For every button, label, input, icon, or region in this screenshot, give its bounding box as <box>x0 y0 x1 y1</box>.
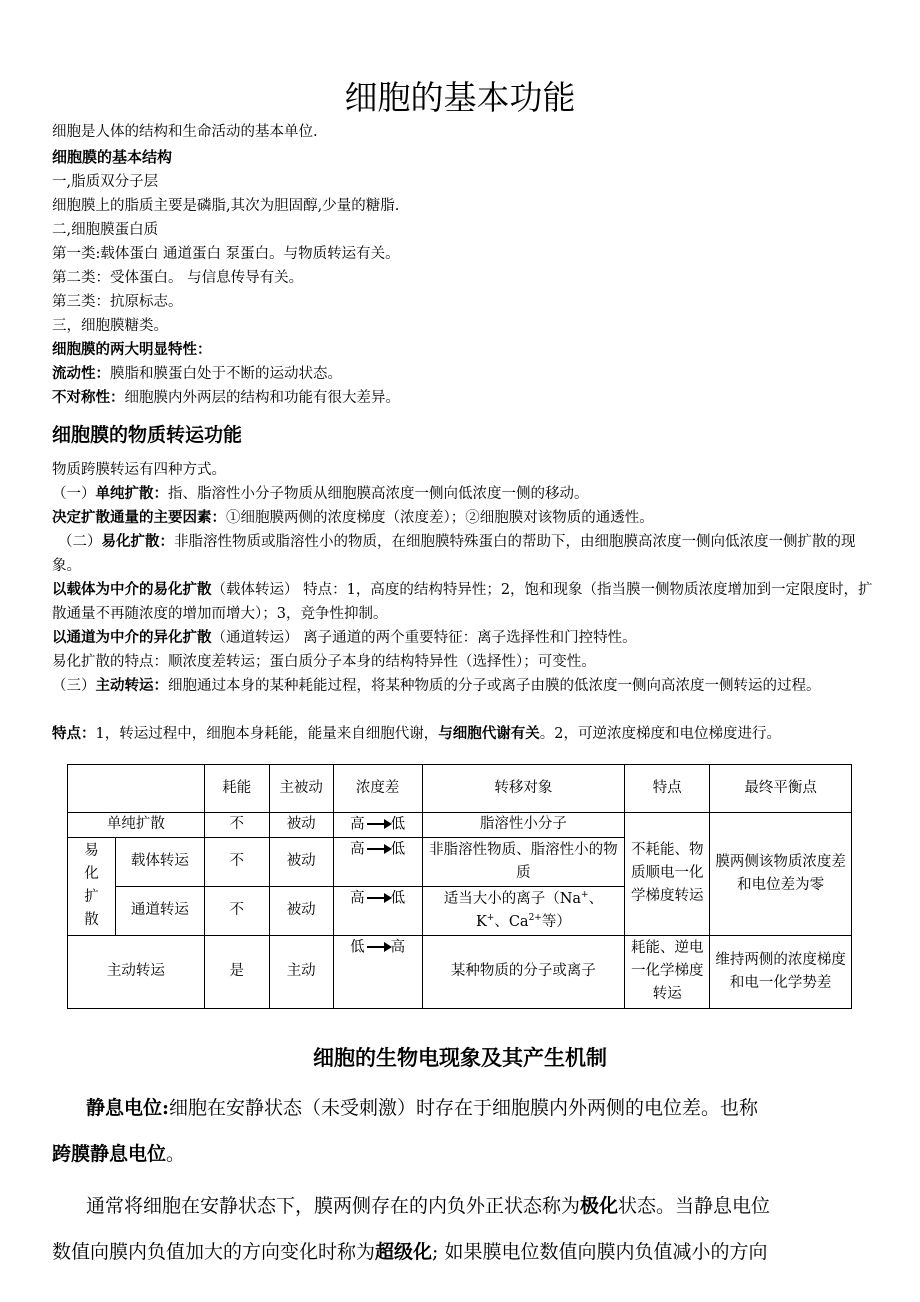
page-title: 细胞的基本功能 <box>344 78 576 117</box>
term: 特点： <box>52 725 96 742</box>
gradient-cell <box>333 935 422 1008</box>
row-label: 载体转运 <box>115 837 204 886</box>
text: 通常将细胞在安静状态下，膜两侧存在的内负外正状态称为 <box>86 1195 581 1217</box>
text: 指、脂溶性小分子物质从细胞膜高浓度一侧向低浓度一侧的移动。 <box>168 486 589 502</box>
term: 超级化 <box>375 1241 433 1263</box>
text-line <box>52 626 877 650</box>
text-line <box>52 362 877 386</box>
superscript: 2+ <box>528 912 542 923</box>
term: 流动性： <box>52 365 110 382</box>
text: 细胞通过本身的某种耗能过程，将某种物质的分子或离子由膜的低浓度一侧向高浓度一侧转运的过程。 <box>168 678 821 694</box>
table-cell: 主动 <box>269 935 333 1008</box>
text: （通道转运） 离子通道的两个重要特征：离子选择性和门控特性。 <box>211 630 637 646</box>
table-cell <box>422 886 625 935</box>
text-line: 第一类:载体蛋白 通道蛋白 泵蛋白。与物质转运有关。 <box>52 246 400 262</box>
gradient-cell <box>333 886 422 935</box>
row-label: 通道转运 <box>115 886 204 935</box>
table-cell: 膜两侧该物质浓度差和电位差为零 <box>710 813 852 936</box>
text-line <box>52 482 877 506</box>
table-cell: 不 <box>204 813 269 838</box>
text-line: 细胞膜上的脂质主要是磷脂,其次为胆固醇,少量的糖脂. <box>52 198 400 214</box>
gradient-cell <box>333 837 422 886</box>
text-line: 第三类：抗原标志。 <box>52 294 183 310</box>
definition: 细胞膜内外两层的结构和功能有很大差异。 <box>124 390 400 406</box>
text-paragraph <box>52 578 877 626</box>
text-line <box>52 386 877 410</box>
term: 易化扩散： <box>101 533 174 550</box>
text: 。2，可逆浓度梯度和电位梯度进行。 <box>539 726 781 742</box>
term: 以通道为中介的异化扩散 <box>52 629 212 646</box>
table-cell: 不 <box>204 886 269 935</box>
gradient-from: 高 <box>350 890 365 906</box>
gradient-to: 低 <box>390 841 406 857</box>
gradient-to: 高 <box>390 939 406 955</box>
text-line <box>52 722 877 746</box>
text-line <box>52 506 877 530</box>
text-line: 一,脂质双分子层 <box>52 174 159 190</box>
arrow-right-icon <box>367 838 389 861</box>
gradient-from: 高 <box>350 841 365 857</box>
text: （二） <box>58 534 102 550</box>
text: K <box>475 913 487 930</box>
row-group-label: 易化扩散 <box>68 837 116 935</box>
text: 等） <box>541 913 571 930</box>
superscript: + <box>486 912 495 923</box>
section2-heading: 细胞膜的物质转运功能 <box>52 424 243 446</box>
table-cell: 非脂溶性物质、脂溶性小的物质 <box>422 837 625 886</box>
gradient-from: 高 <box>350 816 365 833</box>
text: 状态。当静息电位 <box>618 1195 771 1217</box>
table-cell: 耗能、逆电一化学梯度转运 <box>625 935 710 1008</box>
intro-line: 细胞是人体的结构和生命活动的基本单位. <box>52 124 318 140</box>
table-cell: 不耗能、物质顺电一化学梯度转运 <box>625 813 710 936</box>
text: 非脂溶性物质或脂溶性小的物质，在细胞膜特殊蛋白的帮助下，由细胞膜高浓度一侧向低浓度一侧扩散的现象。 <box>52 534 856 574</box>
text-line: 二,细胞膜蛋白质 <box>52 222 159 238</box>
term: 主动转运： <box>95 677 168 694</box>
text: ①细胞膜两侧的浓度梯度（浓度差）；②细胞膜对该物质的通透性。 <box>226 510 654 526</box>
text-paragraph <box>52 530 877 578</box>
section3-heading: 细胞的生物电现象及其产生机制 <box>313 1045 607 1070</box>
table-header-cell: 主被动 <box>269 765 333 813</box>
text-line: 第二类：受体蛋白。 与信息传导有关。 <box>52 270 304 286</box>
text: （载体转运） 特点：1，高度的结构特异性；2，饱和现象（指当膜一侧物质浓度增加到一定限度时，扩散通量不再随浓度的增加而增大）；3，竞争性抑制。 <box>52 582 873 622</box>
text-line <box>52 1237 867 1267</box>
section1-heading: 细胞膜的基本结构 <box>52 148 173 166</box>
row-label: 单纯扩散 <box>68 813 205 838</box>
text: 1，转运过程中，细胞本身耗能，能量来自细胞代谢， <box>95 726 439 742</box>
term: 静息电位: <box>86 1097 170 1119</box>
table-row <box>68 935 852 1008</box>
term: 跨膜静息电位 <box>52 1143 167 1165</box>
table-header-cell: 耗能 <box>204 765 269 813</box>
text: 。 <box>166 1143 186 1165</box>
table-corner-cell <box>68 765 205 813</box>
term: 决定扩散通量的主要因素： <box>52 509 226 526</box>
text-line <box>52 1139 867 1169</box>
table-row <box>68 813 852 838</box>
term: 不对称性： <box>52 389 125 406</box>
text: 、 <box>588 890 604 907</box>
text: （一） <box>52 486 96 502</box>
text-paragraph <box>52 674 877 698</box>
superscript: + <box>581 889 589 900</box>
text: ; 如果膜电位数值向膜内负值减小的方向 <box>432 1241 768 1263</box>
table-cell: 被动 <box>269 837 333 886</box>
arrow-right-icon <box>367 887 389 910</box>
term: 以载体为中介的易化扩散 <box>52 581 212 598</box>
table-cell: 维持两侧的浓度梯度和电一化学势差 <box>710 935 852 1008</box>
gradient-from: 低 <box>350 939 365 955</box>
text: 、Ca <box>494 913 529 930</box>
table-header-cell: 浓度差 <box>333 765 422 813</box>
text-line <box>52 1191 867 1221</box>
gradient-to: 低 <box>390 816 406 833</box>
gradient-to: 低 <box>390 890 406 906</box>
table-cell: 被动 <box>269 886 333 935</box>
gradient-cell <box>333 813 422 838</box>
table-cell: 是 <box>204 935 269 1008</box>
table-cell: 脂溶性小分子 <box>422 813 625 838</box>
arrow-right-icon <box>367 936 389 959</box>
text: 细胞在安静状态（未受刺激）时存在于细胞膜内外两侧的电位差。也称 <box>169 1097 759 1119</box>
table-header-cell: 转移对象 <box>422 765 625 813</box>
term: 单纯扩散： <box>95 485 168 502</box>
definition: 膜脂和膜蛋白处于不断的运动状态。 <box>110 366 342 382</box>
text-line: 物质跨膜转运有四种方式。 <box>52 462 226 478</box>
table-header-cell: 最终平衡点 <box>710 765 852 813</box>
table-header-cell: 特点 <box>625 765 710 813</box>
transport-comparison-table <box>67 764 852 1009</box>
table-header-row <box>68 765 852 813</box>
term: 与细胞代谢有关 <box>438 725 540 742</box>
text-line: 易化扩散的特点：顺浓度差转运；蛋白质分子本身的结构特异性（选择性）；可变性。 <box>52 654 596 670</box>
table-cell: 不 <box>204 837 269 886</box>
text: （三） <box>52 678 96 694</box>
row-label: 主动转运 <box>68 935 205 1008</box>
text-line <box>52 1093 867 1123</box>
term: 极化 <box>580 1195 619 1217</box>
text: 数值向膜内负值加大的方向变化时称为 <box>52 1241 376 1263</box>
text-line: 三，细胞膜糖类。 <box>52 318 168 334</box>
text: 适当大小的离子（Na <box>443 890 582 907</box>
table-cell: 被动 <box>269 813 333 838</box>
arrow-right-icon <box>367 813 389 836</box>
table-cell: 某种物质的分子或离子 <box>422 935 625 1008</box>
text-line: 细胞膜的两大明显特性： <box>52 341 212 358</box>
